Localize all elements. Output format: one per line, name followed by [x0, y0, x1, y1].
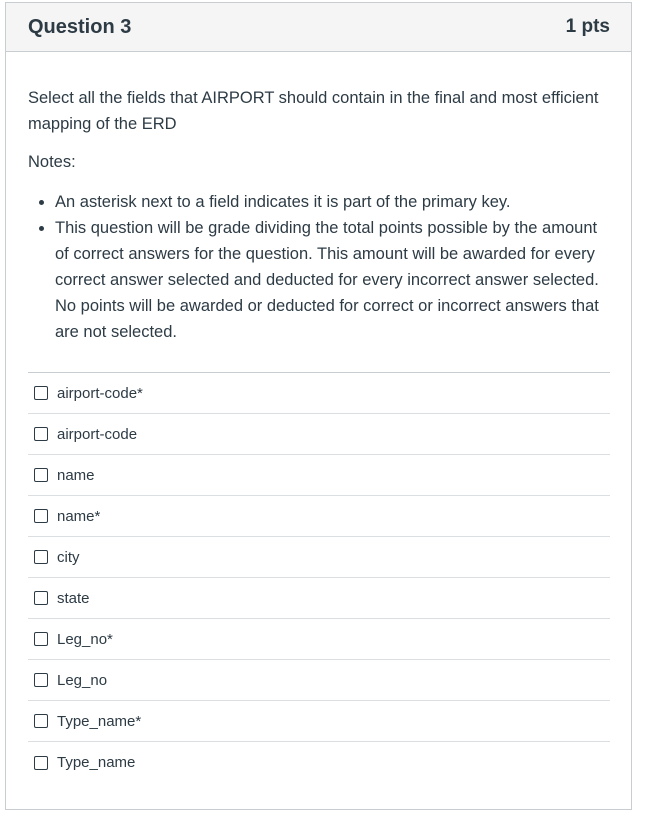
note-item: • This question will be grade dividing the total points possible by the amount of correct answers for the question. This amount will be awarded for every correct answer selected and deducted for every incorrect answer selected. No points will be awarded or deducted for correct or incorrect answers that are not selected.: [55, 215, 610, 345]
notes-label: Notes:: [28, 153, 76, 171]
answer-option[interactable]: [28, 742, 610, 783]
checkbox[interactable]: [34, 591, 48, 605]
answer-label: city: [57, 548, 80, 566]
question-card: [5, 2, 632, 810]
answer-label: Type_name*: [57, 712, 142, 730]
answer-option[interactable]: [28, 373, 610, 414]
note-item: • An asterisk next to a field indicates it is part of the primary key.: [55, 189, 610, 215]
checkbox[interactable]: [34, 468, 48, 482]
notes-list: [28, 189, 610, 345]
question-points: 1 pts: [565, 16, 610, 37]
checkbox[interactable]: [34, 714, 48, 728]
answer-label: Type_name: [57, 754, 136, 771]
checkbox[interactable]: [34, 673, 48, 687]
checkbox[interactable]: [34, 386, 48, 400]
answer-label: airport-code: [57, 425, 138, 443]
question-prompt: Select all the fields that AIRPORT should contain in the final and most efficient mapping of the ERD: [28, 89, 599, 133]
question-header: [6, 3, 631, 52]
answer-option[interactable]: [28, 496, 610, 537]
checkbox[interactable]: [34, 632, 48, 646]
answer-label: name*: [57, 507, 101, 525]
answer-option[interactable]: [28, 537, 610, 578]
question-body: [6, 52, 631, 783]
checkbox[interactable]: [34, 756, 48, 770]
checkbox[interactable]: [34, 427, 48, 441]
answer-label: Leg_no*: [57, 630, 113, 648]
answer-option[interactable]: [28, 660, 610, 701]
answer-option[interactable]: [28, 701, 610, 742]
answer-label: airport-code*: [57, 384, 143, 402]
answer-list: [28, 372, 610, 783]
checkbox[interactable]: [34, 550, 48, 564]
answer-option[interactable]: [28, 619, 610, 660]
answer-option[interactable]: [28, 455, 610, 496]
answer-option[interactable]: [28, 578, 610, 619]
answer-label: name: [57, 466, 95, 484]
answer-label: state: [57, 589, 90, 607]
question-title: Question 3: [28, 15, 132, 38]
answer-option[interactable]: [28, 414, 610, 455]
checkbox[interactable]: [34, 509, 48, 523]
answer-label: Leg_no: [57, 671, 108, 689]
